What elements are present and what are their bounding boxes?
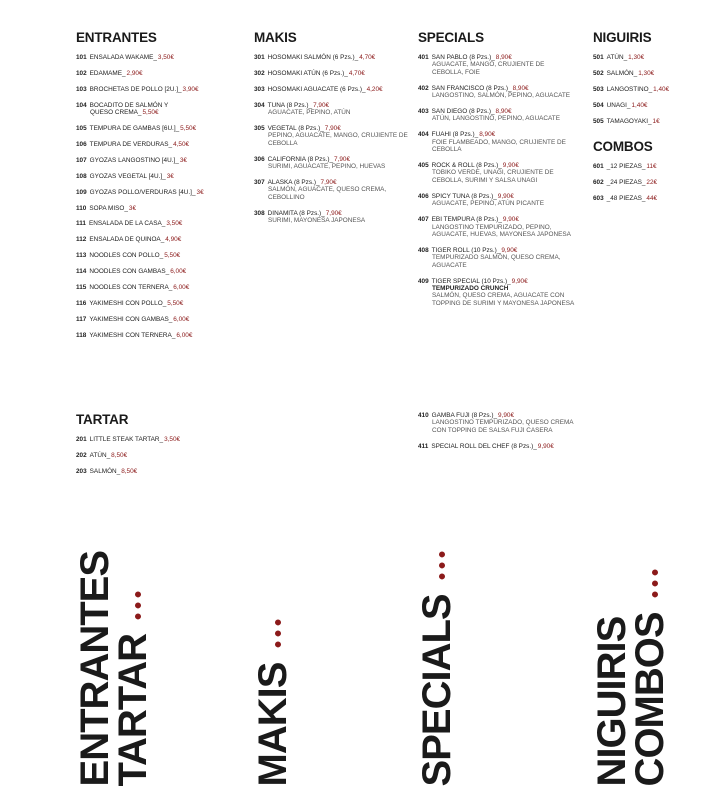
specials-column (418, 30, 576, 316)
niguiris-column (593, 30, 703, 211)
menu-item-price: 3€ (196, 188, 204, 196)
menu-item-code: 503 (593, 85, 604, 93)
banner-combos-label: COMBOS (628, 612, 672, 786)
menu-item-name: TUNA (8 Pzs.)_ (267, 101, 313, 109)
menu-item-price: 8,50€ (111, 451, 128, 459)
niguiris-title: NIGUIRIS (593, 30, 652, 45)
menu-item-price: 7,90€ (324, 125, 341, 133)
menu-item-code: 404 (418, 131, 429, 139)
menu-item-name: EDAMAME_ (89, 69, 126, 77)
menu-item (76, 300, 236, 307)
menu-item-name-line2: QUESO CREMA_ (90, 109, 142, 117)
menu-item-price: 3,50€ (166, 220, 183, 228)
menu-item (418, 443, 576, 450)
menu-item-name: GYOZAS LANGOSTINO [4U.]_ (89, 156, 179, 164)
menu-item-code: 304 (254, 101, 265, 109)
menu-item-code: 108 (76, 172, 87, 180)
menu-item-name: ALASKA (8 Pzs.)_ (267, 179, 320, 187)
banner-specials-label: SPECIALS (415, 593, 459, 786)
menu-item-price: 6,00€ (176, 331, 193, 339)
menu-item-price: 8,50€ (121, 467, 138, 475)
banner-entrantes-tartar (73, 496, 166, 786)
menu-item-price: 4,70€ (359, 54, 376, 61)
banner-niguiris-combos (590, 496, 683, 786)
menu-item (418, 162, 576, 184)
menu-item-code: 403 (418, 108, 429, 116)
menu-item-code: 110 (76, 204, 87, 212)
niguiris-list (593, 54, 703, 125)
menu-item (76, 436, 236, 443)
menu-item-price: 3,90€ (182, 85, 199, 93)
banner-makis (251, 496, 344, 786)
menu-item-description: LANGOSTINO TEMPURIZADO, PEPINO, AGUACATE, HUEVAS, MAYONESA JAPONESA (432, 223, 571, 238)
menu-item-description: PEPINO, AGUACATE, MANGO, CRUJIENTE DE CEBOLLA (268, 132, 408, 147)
specials-list (418, 54, 576, 307)
menu-item-price: 7,90€ (325, 209, 342, 217)
menu-item-description: LANGOSTINO TEMPURIZADO, QUESO CREMA CON TOPPING DE SALSA FUJI CASERA (432, 419, 574, 434)
menu-item-price: 4,90€ (165, 236, 182, 244)
menu-item (593, 118, 703, 125)
menu-item (254, 179, 414, 201)
menu-item-name: UNAGI_ (606, 101, 631, 109)
makis-list (254, 54, 414, 225)
menu-item-price: 4,20€ (366, 85, 383, 93)
menu-item-code: 603 (593, 194, 604, 202)
menu-item-name: ATÚN_ (606, 54, 628, 61)
menu-item (418, 131, 576, 153)
menu-item-price: 9,90€ (537, 442, 554, 450)
menu-item-name: HOSOMAKI SALMÓN (6 Pzs.)_ (267, 54, 359, 61)
menu-item-price: 5,50€ (180, 125, 197, 133)
menu-item-price: 9,90€ (502, 216, 519, 224)
menu-item (76, 70, 236, 77)
menu-item-name: ENSALADA WAKAME_ (89, 54, 157, 61)
menu-item-code: 109 (76, 188, 87, 196)
specials-column-2 (418, 412, 576, 459)
menu-item (76, 141, 236, 148)
menu-item-description: SURIMI, AGUACATE, PEPINO, HUEVAS (268, 163, 386, 171)
menu-item-name: BOCADITO DE SALMÓN Y (89, 101, 169, 109)
menu-item-name: TIGER ROLL (10 Pzs.)_ (431, 246, 501, 254)
menu-item-description: SURIMI, MAYONESA JAPONESA (268, 217, 366, 225)
menu-item (254, 86, 414, 93)
specials-title: SPECIALS (418, 30, 484, 45)
menu-item-price: 3,50€ (157, 54, 174, 61)
banner-dots-icon (420, 551, 458, 584)
menu-item-name: TIGER SPECIAL (10 Pzs.)_ (431, 277, 511, 285)
menu-item (254, 102, 414, 117)
menu-item-price: 6,00€ (173, 284, 190, 292)
menu-item-description: AGUACATE, PEPINO, ATÚN PICANTE (432, 200, 544, 208)
menu-item (593, 54, 703, 61)
menu-item-price: 7,90€ (320, 179, 337, 187)
menu-item (418, 193, 576, 208)
menu-item-code: 203 (76, 467, 87, 475)
banner-makis-row (251, 619, 295, 786)
menu-item-name: _12 PIEZAS_ (606, 163, 646, 171)
menu-item-code: 302 (254, 69, 265, 77)
entrantes-list (76, 54, 236, 339)
menu-item-description: TEMPURIZADO SALMÓN, QUESO CREMA, AGUACATE (432, 254, 561, 269)
menu-item (254, 54, 414, 61)
menu-item-name: NOODLES CON POLLO_ (89, 252, 164, 260)
menu-item-code: 405 (418, 162, 429, 170)
menu-item (418, 247, 576, 269)
menu-item-price: 5,50€ (167, 300, 184, 307)
menu-item-name: SPECIAL ROLL DEL CHEF (8 Pzs.)_ (431, 442, 537, 450)
menu-item (593, 70, 703, 77)
menu-item (76, 189, 236, 196)
menu-item-code: 105 (76, 125, 87, 133)
menu-item-price: 4,70€ (348, 69, 365, 77)
menu-item-name: YAKIMESHI CON TERNERA_ (89, 331, 176, 339)
menu-item (418, 85, 576, 100)
menu-item (76, 236, 236, 243)
menu-item-price: 3€ (179, 156, 187, 164)
menu-item-name: LITTLE STEAK TARTAR_ (89, 436, 164, 443)
menu-item-price: 1€ (652, 117, 660, 125)
menu-item-price: 22€ (646, 178, 658, 186)
menu-item-code: 502 (593, 69, 604, 77)
menu-item-code: 505 (593, 117, 604, 125)
menu-item-code: 410 (418, 412, 429, 419)
menu-item-price: 7,90€ (313, 101, 330, 109)
menu-item-price: 1,40€ (653, 85, 670, 93)
menu-item-price: 6,00€ (173, 315, 190, 323)
menu-item-name: SALMÓN_ (606, 69, 638, 77)
banner-makis-label: MAKIS (251, 662, 295, 786)
menu-item-name: HOSOMAKI ATÚN (6 Pzs.)_ (267, 69, 348, 77)
menu-item-code: 407 (418, 216, 429, 224)
entrantes-column (76, 30, 236, 348)
banner-makis-text (251, 619, 295, 786)
menu-item-code: 107 (76, 156, 87, 164)
menu-item-price: 44€ (646, 194, 658, 202)
banner-entrantes-label: ENTRANTES (73, 550, 117, 786)
menu-item-name: NOODLES CON GAMBAS_ (89, 268, 170, 276)
menu-item-price: 8,90€ (479, 131, 496, 139)
menu-item (76, 268, 236, 275)
menu-item-price: 9,90€ (497, 192, 514, 200)
menu-item-code: 112 (76, 236, 87, 244)
menu-item-name: ENSALADA DE QUINOA_ (89, 236, 165, 244)
menu-item-price: 9,90€ (511, 277, 528, 285)
menu-item-code: 303 (254, 85, 265, 93)
menu-item-price: 9,90€ (498, 412, 515, 419)
menu-item-code: 116 (76, 300, 87, 307)
menu-item (593, 163, 703, 170)
menu-item (76, 205, 236, 212)
menu-item (254, 125, 414, 147)
menu-item-name: ENSALADA DE LA CASA_ (88, 220, 166, 228)
menu-item (593, 195, 703, 202)
menu-item-name: TEMPURA DE GAMBAS [6U.]_ (89, 125, 180, 133)
menu-item-code: 602 (593, 178, 604, 186)
menu-item-description: SALMÓN, AGUACATE, QUESO CREMA, CEBOLLINO (268, 186, 387, 201)
menu-item-price: 3€ (128, 204, 137, 212)
menu-item (254, 210, 414, 225)
menu-item-price: 3,50€ (164, 436, 181, 443)
menu-item-name: GYOZAS POLLO/VERDURAS [4U.]_ (89, 188, 196, 196)
menu-item-name: GAMBA FUJI (8 Pzs.)_ (431, 412, 498, 419)
menu-item (76, 452, 236, 459)
menu-item (418, 278, 576, 308)
menu-item (418, 216, 576, 238)
menu-item (76, 54, 236, 61)
menu-item-code: 118 (76, 331, 87, 339)
menu-item-price: 3€ (166, 172, 174, 180)
menu-item-price: 1,30€ (628, 54, 645, 61)
menu-item-name: SPICY TUNA (8 Pzs.)_ (431, 192, 497, 200)
menu-item (418, 108, 576, 123)
menu-item (76, 468, 236, 475)
menu-item-code: 409 (418, 277, 429, 285)
menu-item-code: 111 (76, 220, 86, 228)
combos-title: COMBOS (593, 139, 653, 155)
banner-dots-icon (116, 591, 154, 624)
menu-item-price: 2,90€ (126, 69, 143, 77)
banner-dots-icon (256, 619, 294, 652)
menu-item-code: 501 (593, 54, 604, 61)
menu-item-code: 306 (254, 155, 265, 163)
menu-item-description: TOBIKO VERDE, UNAGI, CRUJIENTE DE CEBOLLA, SURIMI Y SALSA UNAGI (432, 169, 554, 184)
menu-item-description: LANGOSTINO, SALMÓN, PEPINO, AGUACATE (432, 92, 571, 100)
menu-item-code: 201 (76, 436, 87, 443)
menu-item (254, 70, 414, 77)
menu-item-code: 103 (76, 85, 87, 93)
banner-specials (415, 496, 508, 786)
menu-item-name: ATÚN_ (89, 451, 111, 459)
menu-item-code: 307 (254, 179, 265, 187)
menu-item-code: 301 (254, 54, 265, 61)
menu-item-code: 402 (418, 84, 429, 92)
menu-item-code: 411 (418, 442, 429, 450)
menu-item-name: CALIFORNIA (8 Pzs.)_ (267, 155, 334, 163)
tartar-column (76, 412, 236, 484)
menu-item (593, 86, 703, 93)
menu-item-name: SALMÓN_ (89, 467, 121, 475)
menu-item-price: 4,50€ (173, 140, 190, 148)
menu-item-name: BROCHETAS DE POLLO [2U.]_ (89, 85, 182, 93)
menu-item-name: TAMAGOYAKI_ (606, 117, 652, 125)
menu-item-code: 104 (76, 101, 87, 109)
menu-item-name: DINAMITA (8 Pzs.)_ (267, 209, 325, 217)
menu-item-code: 305 (254, 125, 265, 133)
banner-niguiris-label: NIGUIRIS (590, 616, 634, 786)
menu-item-price: 1,40€ (631, 101, 648, 109)
menu-item-name: YAKIMESHI CON GAMBAS_ (89, 315, 173, 323)
menu-item-description: FOIE FLAMBEADO, MANGO, CRUJIENTE DE CEBOLLA (432, 138, 566, 154)
menu-item-price: 5,50€ (164, 252, 181, 260)
menu-item-name: _24 PIEZAS_ (606, 178, 646, 186)
menu-item-name: SAN FRANCISCO (8 Pzs.)_ (431, 84, 512, 92)
banner-tartar-label: TARTAR (111, 633, 155, 786)
menu-item-price: 11€ (646, 163, 657, 171)
menu-item (76, 173, 236, 180)
banner-entrantes-tartar-text (73, 550, 155, 786)
menu-item (76, 284, 236, 291)
menu-item-name: SAN PABLO (8 Pzs.)_ (431, 54, 495, 61)
banner-niguiris-combos-text (590, 569, 672, 786)
banner-dots-icon (633, 569, 671, 602)
menu-item-price: 8,90€ (512, 84, 529, 92)
menu-item-name: FUAHI (8 Pzs.)_ (431, 131, 479, 139)
menu-item (76, 125, 236, 132)
makis-title: MAKIS (254, 30, 297, 45)
menu-item (76, 332, 236, 339)
menu-item-price: 1,30€ (638, 69, 655, 77)
menu-item-code: 504 (593, 101, 604, 109)
menu-item-code: 401 (418, 54, 429, 61)
menu-item-price: 9,90€ (502, 162, 519, 170)
menu-item-code: 202 (76, 451, 87, 459)
menu-item-code: 408 (418, 246, 429, 254)
menu-item (76, 252, 236, 259)
menu-item-description: ATÚN, LANGOSTINO, PEPINO, AGUACATE (432, 115, 560, 123)
menu-item-price: 7,90€ (334, 155, 351, 163)
specials-list-2 (418, 412, 576, 450)
entrantes-title: ENTRANTES (76, 30, 157, 45)
menu-item-name: LANGOSTINO_ (606, 85, 653, 93)
banner-specials-row (415, 551, 459, 786)
banner-combos-row (628, 569, 672, 786)
menu-item-price: 8,90€ (495, 108, 512, 116)
menu-item-name: TEMPURA DE VERDURAS_ (89, 140, 173, 148)
tartar-title: TARTAR (76, 412, 129, 427)
menu-item (76, 86, 236, 93)
menu-item (76, 220, 236, 227)
menu-item-code: 102 (76, 69, 87, 77)
menu-item-name: GYOZAS VEGETAL [4U.]_ (89, 172, 166, 180)
menu-item-price: 6,00€ (170, 268, 187, 276)
menu-item-name: EBI TEMPURA (8 Pzs.)_ (431, 216, 502, 224)
menu-item-price: 5,50€ (142, 109, 159, 117)
menu-item (418, 412, 576, 434)
menu-item-code: 406 (418, 192, 429, 200)
menu-item-code: 114 (76, 268, 87, 276)
menu-item-code: 601 (593, 163, 604, 171)
menu-item (593, 102, 703, 109)
menu-item (593, 179, 703, 186)
menu-item-code: 308 (254, 209, 265, 217)
menu-item-price: 8,90€ (495, 54, 512, 61)
menu-item-name: SOPA MISO_ (89, 204, 128, 212)
menu-item-description: AGUACATE, PEPINO, ATÚN (268, 109, 351, 117)
menu-item-name: YAKIMESHI CON POLLO_ (89, 300, 167, 307)
menu-item-name: SAN DIEGO (8 Pzs.)_ (431, 108, 495, 116)
menu-item-name: HOSOMAKI AGUACATE (6 Pzs.)_ (267, 85, 366, 93)
makis-column (254, 30, 414, 233)
banner-tartar-row (111, 551, 155, 786)
menu-item (76, 157, 236, 164)
menu-item (254, 156, 414, 171)
menu-item-code: 115 (76, 284, 87, 292)
menu-item-subtitle: TEMPURIZADO CRUNCH (432, 284, 509, 292)
banner-specials-text (415, 551, 459, 786)
menu-item-code: 106 (76, 140, 87, 148)
menu-item-description: SALMÓN, QUESO CREMA, AGUACATE CON TOPPING DE SURIMI Y MAYONESA JAPONESA (432, 292, 575, 307)
menu-item (76, 316, 236, 323)
menu-item-code: 101 (76, 54, 87, 61)
menu-item-name: NOODLES CON TERNERA_ (89, 284, 173, 292)
menu-item-code: 117 (76, 315, 87, 323)
menu-item-description: AGUACATE, MANGO, CRUJIENTE DE CEBOLLA, FOIE (432, 61, 545, 76)
menu-item-code: 113 (76, 252, 87, 260)
menu-item-name: ROCK & ROLL (8 Pzs.)_ (431, 162, 502, 170)
menu-item (76, 102, 236, 117)
menu-item-name: _48 PIEZAS_ (606, 194, 646, 202)
menu-item (418, 54, 576, 76)
tartar-list (76, 436, 236, 475)
menu-item-price: 9,90€ (501, 246, 518, 254)
menu-item-name: VEGETAL (8 Pzs.)_ (267, 125, 324, 133)
combos-list (593, 163, 703, 202)
